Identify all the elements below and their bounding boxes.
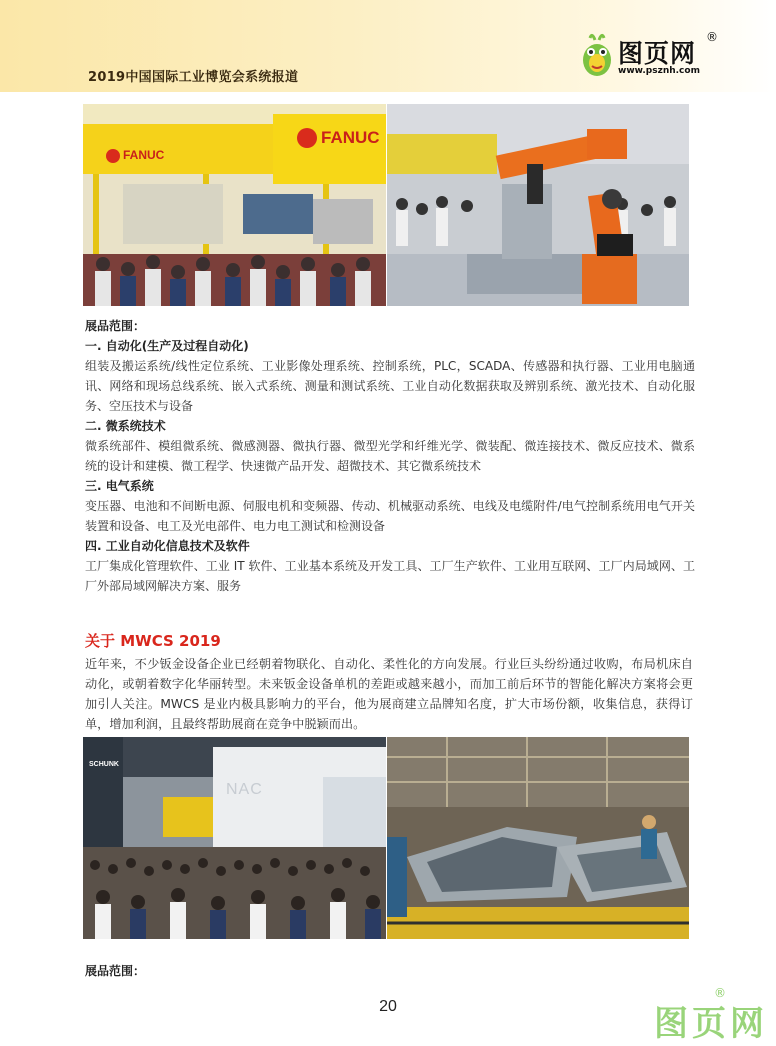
scope-body-it-software: 工厂集成化管理软件、工业 IT 软件、工业基本系统及开发工具、工厂生产软件、工业用互联网、工厂内局域网、工厂外部局域网解决方案、服务 [85, 559, 695, 593]
watermark-text: 图页网 [654, 1004, 768, 1044]
logo-registered-mark: ® [706, 30, 718, 44]
page-number: 20 [379, 998, 397, 1015]
site-logo[interactable] [578, 30, 718, 86]
scope-label: 展品范围： [85, 319, 146, 333]
scope-heading-automation: 一. 自动化(生产及过程自动化) [85, 339, 249, 353]
about-mwcs-title: 关于 MWCS 2019 [85, 632, 221, 650]
scope-heading-it-software: 四. 工业自动化信息技术及软件 [85, 539, 250, 553]
scope-heading-electrical: 三. 电气系统 [85, 479, 154, 493]
scope-heading-microsystems: 二. 微系统技术 [85, 419, 166, 433]
exhibit-scope-label-2: 展品范围： [85, 964, 146, 978]
booth-sign: NAC [226, 781, 263, 798]
watermark-registered-mark: ® [714, 986, 726, 1000]
logo-url: www.psznh.com [618, 66, 700, 76]
exhibit-scope-section-1 [85, 316, 695, 596]
report-title: 2019中国国际工业博览会系统报道 [88, 70, 299, 85]
fanuc-booth-photo [83, 104, 386, 306]
schunk-sign: SCHUNK [89, 761, 119, 768]
factory-line-photo [387, 737, 689, 939]
scope-body-microsystems: 微系统部件、模组微系统、微感测器、微执行器、微型光学和纤维光学、微装配、微连接技术、微反应技术、微系统的设计和建模、微工程学、快速微产品开发、超微技术、其它微系统技术 [85, 439, 695, 473]
fanuc-sign-large: FANUC [321, 128, 380, 147]
fanuc-sign-small: FANUC [123, 148, 165, 162]
logo-name: 图页网 [618, 39, 697, 68]
about-mwcs-paragraph: 近年来，不少钣金设备企业已经朝着物联化、自动化、柔性化的方向发展。行业巨头纷纷通过收购，布局机床自动化，或朝着数字化华丽转型。未来钣金设备单机的差距或越来越小，而加工前后环节的智能化解决方案将会更加引人关注。MWCS 是业内极具影响力的平台，他为展商建立品牌知名度，扩大市场份额，收集信息，获得订单，增加利润，且最终帮助展商在竞争中脱颖而出。 [85, 657, 693, 731]
scope-body-automation: 组装及搬运系统/线性定位系统、工业影像处理系统、控制系统，PLC，SCADA、传感器和执行器、工业用电脑通讯、网络和现场总线系统、嵌入式系统、测量和测试系统、工业自动化数据获取及辨别系统、激光技术、自动化服务、空压技术与设备 [85, 359, 695, 413]
industrial-robot-photo [387, 104, 689, 306]
watermark [654, 986, 770, 1044]
exhibition-crowd-photo [83, 737, 386, 939]
mascot-icon [578, 30, 616, 80]
scope-body-electrical: 变压器、电池和不间断电源、伺服电机和变频器、传动、机械驱动系统、电线及电缆附件/电气控制系统用电气开关装置和设备、电工及光电部件、电力电工测试和检测设备 [85, 499, 695, 533]
